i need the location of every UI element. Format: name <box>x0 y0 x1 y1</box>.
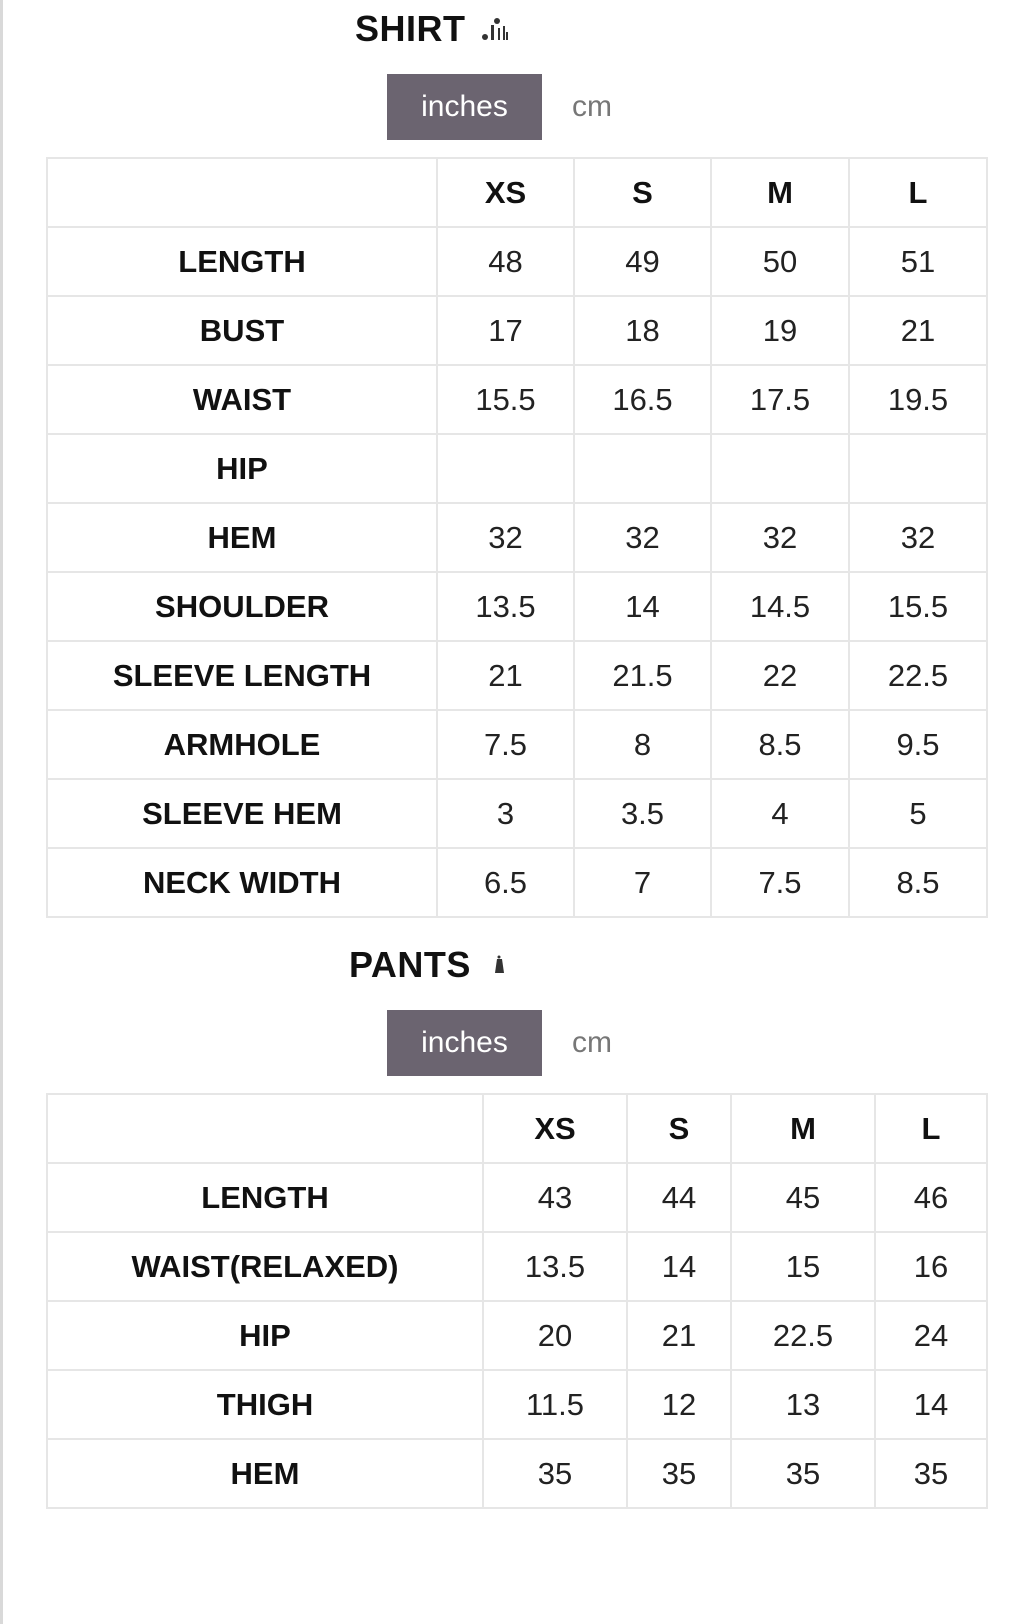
size-value-cell: 9.5 <box>849 710 987 779</box>
size-value-cell: 3.5 <box>574 779 711 848</box>
size-value-cell: 43 <box>483 1163 627 1232</box>
table-row <box>47 227 987 296</box>
size-value-cell: 7.5 <box>711 848 849 917</box>
shirt-icon <box>480 16 510 42</box>
size-value-cell: 14 <box>875 1370 987 1439</box>
pants-inches-button[interactable]: inches <box>387 1010 542 1076</box>
pants-title-text: PANTS <box>349 944 471 985</box>
size-value-cell: 18 <box>574 296 711 365</box>
size-value-cell: 14 <box>627 1232 731 1301</box>
row-label: LENGTH <box>47 227 437 296</box>
size-value-cell: 35 <box>483 1439 627 1508</box>
shirt-cm-button[interactable]: cm <box>542 74 642 140</box>
row-label: WAIST(RELAXED) <box>47 1232 483 1301</box>
table-row <box>47 503 987 572</box>
row-label: NECK WIDTH <box>47 848 437 917</box>
size-value-cell: 22.5 <box>731 1301 875 1370</box>
row-label: HEM <box>47 1439 483 1508</box>
size-value-cell: 35 <box>627 1439 731 1508</box>
size-value-cell <box>574 434 711 503</box>
pants-icon <box>493 955 507 975</box>
size-value-cell: 45 <box>731 1163 875 1232</box>
table-header-row <box>47 158 987 227</box>
table-row <box>47 848 987 917</box>
size-value-cell: 51 <box>849 227 987 296</box>
size-value-cell: 8 <box>574 710 711 779</box>
header-cell <box>47 1094 483 1163</box>
row-label: HEM <box>47 503 437 572</box>
table-row <box>47 1232 987 1301</box>
size-value-cell: 7.5 <box>437 710 574 779</box>
pants-cm-button[interactable]: cm <box>542 1010 642 1076</box>
table-header-row <box>47 1094 987 1163</box>
size-value-cell: 24 <box>875 1301 987 1370</box>
size-value-cell: 14 <box>574 572 711 641</box>
size-value-cell: 14.5 <box>711 572 849 641</box>
row-label: LENGTH <box>47 1163 483 1232</box>
size-value-cell: 46 <box>875 1163 987 1232</box>
header-cell: S <box>627 1094 731 1163</box>
size-value-cell: 17 <box>437 296 574 365</box>
size-value-cell: 16.5 <box>574 365 711 434</box>
size-value-cell: 13.5 <box>483 1232 627 1301</box>
size-value-cell: 13 <box>731 1370 875 1439</box>
row-label: HIP <box>47 1301 483 1370</box>
header-cell: M <box>731 1094 875 1163</box>
table-row <box>47 1370 987 1439</box>
table-row <box>47 365 987 434</box>
size-value-cell: 48 <box>437 227 574 296</box>
size-value-cell: 15.5 <box>437 365 574 434</box>
header-cell: M <box>711 158 849 227</box>
shirt-unit-toggle <box>387 74 642 140</box>
size-value-cell: 19 <box>711 296 849 365</box>
table-row <box>47 641 987 710</box>
table-row <box>47 710 987 779</box>
size-value-cell: 8.5 <box>849 848 987 917</box>
row-label: SLEEVE HEM <box>47 779 437 848</box>
size-value-cell: 16 <box>875 1232 987 1301</box>
size-value-cell: 11.5 <box>483 1370 627 1439</box>
size-value-cell: 35 <box>875 1439 987 1508</box>
table-row <box>47 779 987 848</box>
size-value-cell: 12 <box>627 1370 731 1439</box>
size-value-cell: 7 <box>574 848 711 917</box>
shirt-title-text: SHIRT <box>355 8 466 49</box>
size-value-cell: 13.5 <box>437 572 574 641</box>
size-value-cell: 50 <box>711 227 849 296</box>
row-label: SHOULDER <box>47 572 437 641</box>
size-value-cell: 21.5 <box>574 641 711 710</box>
size-value-cell: 15 <box>731 1232 875 1301</box>
table-row <box>47 296 987 365</box>
size-value-cell: 32 <box>849 503 987 572</box>
header-cell: L <box>849 158 987 227</box>
size-value-cell: 21 <box>437 641 574 710</box>
size-value-cell: 17.5 <box>711 365 849 434</box>
table-row <box>47 434 987 503</box>
size-value-cell: 3 <box>437 779 574 848</box>
row-label: THIGH <box>47 1370 483 1439</box>
size-value-cell: 5 <box>849 779 987 848</box>
size-value-cell: 44 <box>627 1163 731 1232</box>
header-cell: S <box>574 158 711 227</box>
size-value-cell: 49 <box>574 227 711 296</box>
size-value-cell: 15.5 <box>849 572 987 641</box>
size-value-cell: 35 <box>731 1439 875 1508</box>
table-row <box>47 1163 987 1232</box>
row-label: HIP <box>47 434 437 503</box>
size-value-cell: 20 <box>483 1301 627 1370</box>
shirt-section-title <box>355 8 510 50</box>
size-value-cell <box>437 434 574 503</box>
row-label: BUST <box>47 296 437 365</box>
row-label: WAIST <box>47 365 437 434</box>
size-value-cell: 22.5 <box>849 641 987 710</box>
size-value-cell: 22 <box>711 641 849 710</box>
size-value-cell: 19.5 <box>849 365 987 434</box>
row-label: ARMHOLE <box>47 710 437 779</box>
size-value-cell: 21 <box>849 296 987 365</box>
table-row <box>47 572 987 641</box>
size-value-cell: 32 <box>574 503 711 572</box>
header-cell: XS <box>437 158 574 227</box>
size-value-cell <box>711 434 849 503</box>
size-value-cell: 4 <box>711 779 849 848</box>
pants-size-table <box>46 1093 988 1509</box>
size-value-cell: 21 <box>627 1301 731 1370</box>
pants-section-title <box>349 944 507 986</box>
size-value-cell: 8.5 <box>711 710 849 779</box>
size-value-cell <box>849 434 987 503</box>
size-value-cell: 6.5 <box>437 848 574 917</box>
header-cell: L <box>875 1094 987 1163</box>
table-row <box>47 1301 987 1370</box>
size-value-cell: 32 <box>437 503 574 572</box>
row-label: SLEEVE LENGTH <box>47 641 437 710</box>
header-cell: XS <box>483 1094 627 1163</box>
header-cell <box>47 158 437 227</box>
pants-unit-toggle <box>387 1010 642 1076</box>
shirt-inches-button[interactable]: inches <box>387 74 542 140</box>
table-row <box>47 1439 987 1508</box>
shirt-size-table <box>46 157 988 918</box>
size-value-cell: 32 <box>711 503 849 572</box>
